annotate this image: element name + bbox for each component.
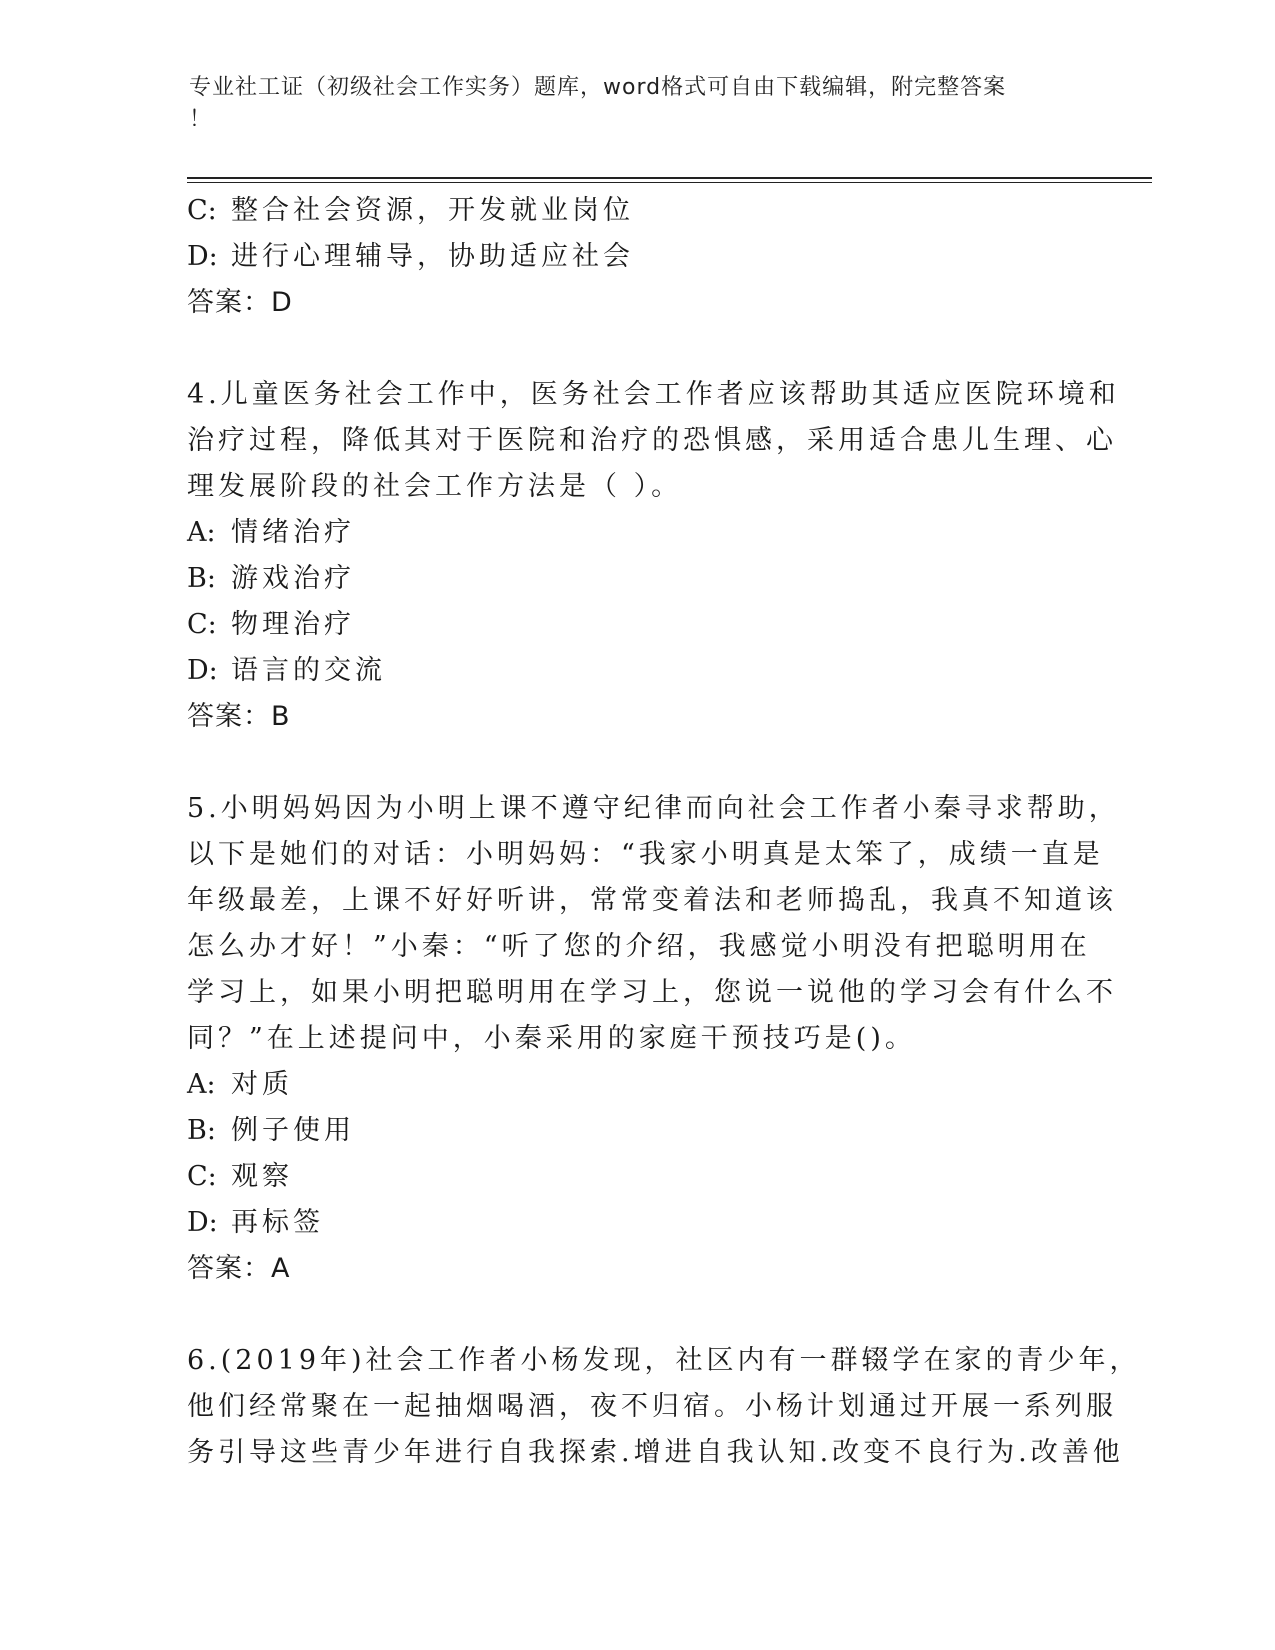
option-text: 整合社会资源，开发就业岗位 [231, 195, 634, 226]
prev-answer: 答案：D [187, 287, 293, 318]
option-letter: C: [187, 1161, 217, 1192]
option-letter: D: [187, 1207, 218, 1238]
option-letter: D: [187, 655, 218, 686]
option-letter: C: [187, 195, 217, 226]
q4-text-line2: 治疗过程，降低其对于医院和治疗的恐惧感，采用适合患儿生理、心 [187, 425, 1117, 456]
option-text: 情绪治疗 [231, 517, 355, 548]
q4-option-a [187, 510, 1087, 556]
page-header [189, 72, 1069, 136]
option-letter: D: [187, 241, 218, 272]
option-text: 游戏治疗 [231, 563, 355, 594]
option-letter: B: [187, 563, 216, 594]
option-letter: A: [187, 517, 216, 548]
option-text: 物理治疗 [231, 609, 355, 640]
option-letter: B: [187, 1115, 216, 1146]
q4-text-line3: 理发展阶段的社会工作方法是（ ）。 [187, 471, 683, 502]
q5-option-b [187, 1108, 1087, 1154]
prev-option-d [187, 234, 1087, 280]
spacer [187, 1292, 1087, 1338]
q6-text-line2: 他们经常聚在一起抽烟喝酒，夜不归宿。小杨计划通过开展一系列服 [187, 1391, 1117, 1422]
q5-text-line2: 以下是她们的对话：小明妈妈：“我家小明真是太笨了，成绩一直是 [187, 839, 1104, 870]
q4-option-b [187, 556, 1087, 602]
option-text: 进行心理辅导，协助适应社会 [231, 241, 634, 272]
q4-text-line1: 4.儿童医务社会工作中，医务社会工作者应该帮助其适应医院环境和 [187, 379, 1120, 410]
q4-option-d [187, 648, 1087, 694]
question-content [187, 188, 1141, 1476]
q5-text-line1: 5.小明妈妈因为小明上课不遵守纪律而向社会工作者小秦寻求帮助， [187, 793, 1120, 824]
q5-option-a [187, 1062, 1087, 1108]
header-divider-thick [187, 177, 1152, 179]
option-letter: A: [187, 1069, 216, 1100]
q5-text-line3: 年级最差，上课不好好听讲，常常变着法和老师捣乱，我真不知道该 [187, 885, 1117, 916]
option-text: 再标签 [231, 1207, 324, 1238]
spacer [187, 740, 1087, 786]
q5-answer: 答案：A [187, 1253, 291, 1284]
header-title-line2: ！ [189, 107, 213, 132]
q4-option-c [187, 602, 1087, 648]
option-text: 例子使用 [231, 1115, 355, 1146]
q5-option-c [187, 1154, 1087, 1200]
spacer [187, 326, 1087, 372]
q5-text-line5: 学习上，如果小明把聪明用在学习上，您说一说他的学习会有什么不 [187, 977, 1117, 1008]
header-divider-thin [187, 182, 1152, 183]
q6-text-line3: 务引导这些青少年进行自我探索.增进自我认知.改变不良行为.改善他 [187, 1437, 1124, 1468]
option-letter: C: [187, 609, 217, 640]
option-text: 对质 [231, 1069, 293, 1100]
prev-option-c [187, 188, 1087, 234]
q5-text-line6: 同？”在上述提问中，小秦采用的家庭干预技巧是()。 [187, 1023, 916, 1054]
q6-text-line1: 6.(2019年)社会工作者小杨发现，社区内有一群辍学在家的青少年， [187, 1345, 1141, 1376]
header-title-line1: 专业社工证（初级社会工作实务）题库，word格式可自由下载编辑，附完整答案 [189, 75, 1007, 100]
q4-answer: 答案：B [187, 701, 291, 732]
q5-option-d [187, 1200, 1087, 1246]
q5-text-line4: 怎么办才好！”小秦：“听了您的介绍，我感觉小明没有把聪明用在 [187, 931, 1091, 962]
option-text: 语言的交流 [231, 655, 386, 686]
option-text: 观察 [231, 1161, 293, 1192]
